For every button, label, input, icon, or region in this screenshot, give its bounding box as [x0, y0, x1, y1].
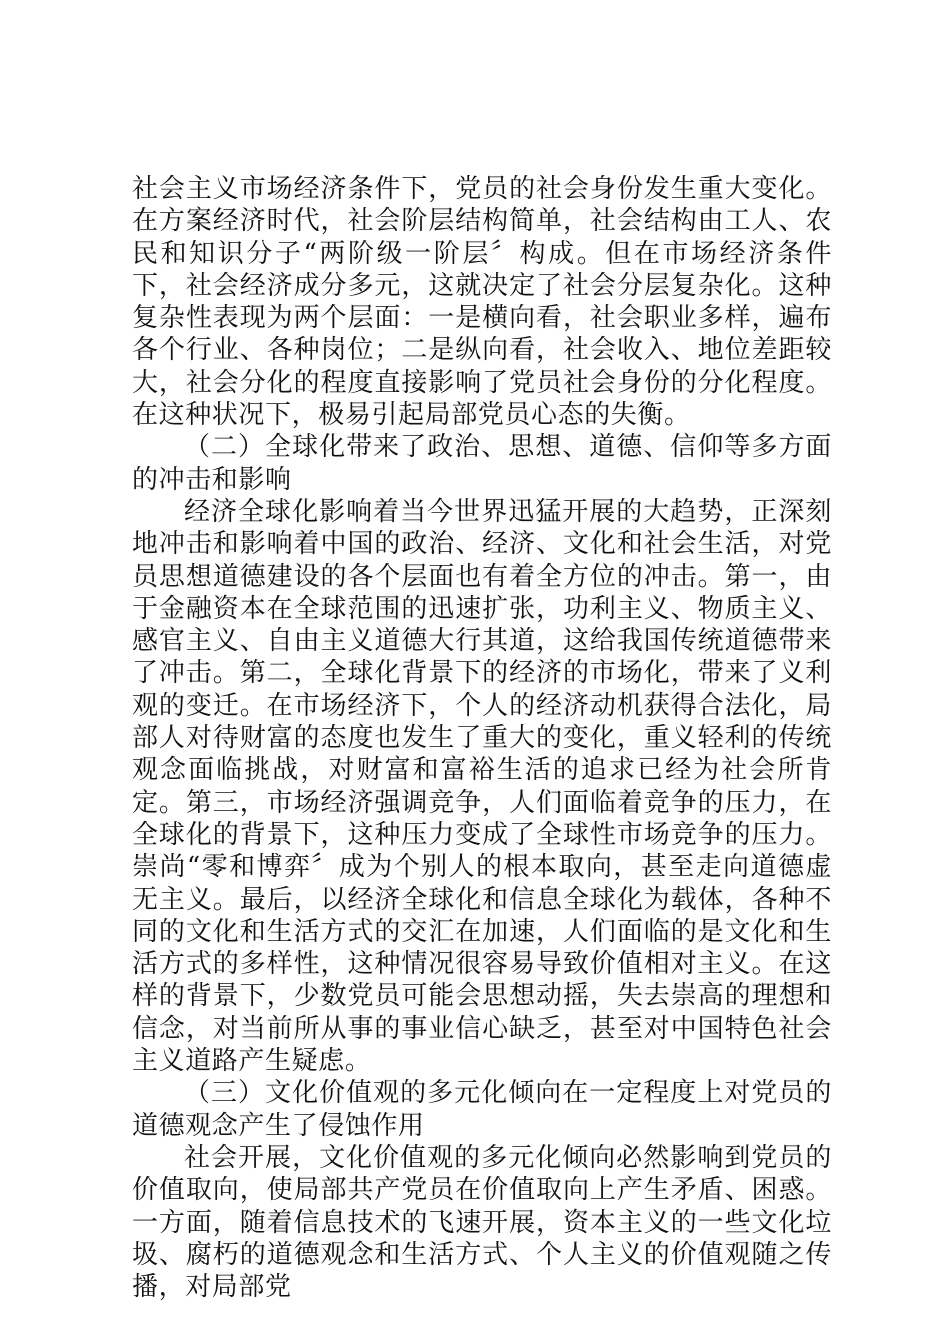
paragraph-globalization: 经济全球化影响着当今世界迅猛开展的大趋势，正深刻地冲击和影响着中国的政治、经济、文化和社会生活，对党员思想道德建设的各个层面也有着全方位的冲击。第一，由于金融资本在全球范围的迅速扩张，功利主义、物质主义、感官主义、自由主义道德大行其道，这给我国传统道德带来了冲击。第二，全球化背景下的经济的市场化，带来了义利观的变迁。在市场经济下，个人的经济动机获得合法化，局部人对待财富的态度也发生了重大的变化，重义轻利的传统观念面临挑战，对财富和富裕生活的追求已经为社会所肯定。第三，市场经济强调竞争，人们面临着竞争的压力，在全球化的背景下，这种压力变成了全球性市场竞争的压力。崇尚“零和博弈〞成为个别人的根本取向，甚至走向道德虚无主义。最后，以经济全球化和信息全球化为载体，各种不同的文化和生活方式的交汇在加速，人们面临的是文化和生活方式的多样性，这种情况很容易导致价值相对主义。在这样的背景下，少数党员可能会思想动摇，失去崇高的理想和信念，对当前所从事的事业信心缺乏，甚至对中国特色社会主义道路产生疑虑。 [132, 496, 832, 1077]
paragraph-cultural-values: 社会开展，文化价值观的多元化倾向必然影响到党员的价值取向，使局部共产党员在价值取向上产生矛盾、困惑。一方面，随着信息技术的飞速开展，资本主义的一些文化垃圾、腐朽的道德观念和生活方式、个人主义的价值观随之传播，对局部党 [132, 1142, 832, 1303]
document-body [132, 173, 832, 1303]
section-heading-cultural-values: （三）文化价值观的多元化倾向在一定程度上对党员的道德观念产生了侵蚀作用 [132, 1078, 832, 1141]
paragraph-social-identity: 社会主义市场经济条件下，党员的社会身份发生重大变化。在方案经济时代，社会阶层结构简单，社会结构由工人、农民和知识分子“两阶级一阶层〞构成。但在市场经济条件下，社会经济成分多元，这就决定了社会分层复杂化。这种复杂性表现为两个层面：一是横向看，社会职业多样，遍布各个行业、各种岗位；二是纵向看，社会收入、地位差距较大，社会分化的程度直接影响了党员社会身份的分化程度。在这种状况下，极易引起局部党员心态的失衡。 [132, 174, 832, 431]
section-heading-globalization: （二）全球化带来了政治、思想、道德、信仰等多方面的冲击和影响 [132, 432, 832, 495]
